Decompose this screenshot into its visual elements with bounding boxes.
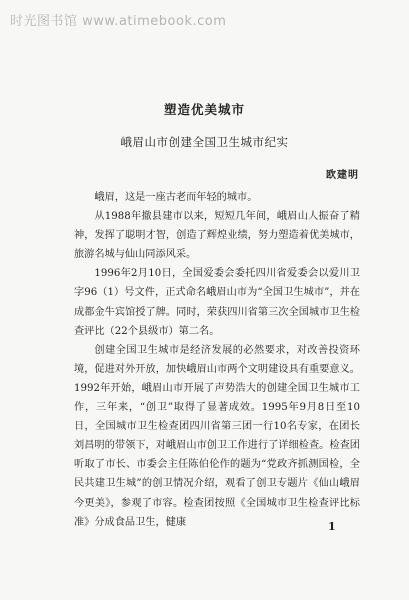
article-body (74, 188, 360, 532)
paragraph: 1996年2月10日，全国爱委会委托四川省爱委会以爱川卫字96（1）号文件，正式命名峨眉山市为“全国卫生城市”，并在成都金牛宾馆授了牌。同时，荣获四川省第三次全国城市卫生检查评比（22个县级市）第二名。 (74, 268, 360, 337)
watermark-text: 时光图书馆 www.atimebook.com (10, 14, 227, 29)
paragraph: 峨眉，这是一座古老而年轻的城市。 (94, 192, 258, 203)
author-name: 欧建明 (326, 170, 359, 181)
article-subtitle: 峨眉山市创建全国卫生城市纪实 (120, 135, 289, 149)
paragraph: 创建全国卫生城市是经济发展的必然要求，对改善投资环境，促进对外开放，加快峨眉山市两个文明建设具有重要意义。1992年开始，峨眉山市开展了声势浩大的创建全国卫生城市工作，三年来，“创卫”取得了显著成效。1995年9月8日至10日，全国城市卫生检查团四川省第三团一行10名专家，在团长刘昌明的带领下，对峨眉山市创卫工作进行了详细检查。检查团听取了市长、市委会主任陈伯伦作的题为“党政齐抓测国检，全民共建卫生城”的创卫情况介绍，观看了创卫专题片《仙山峨眉今更美》，参观了市容。检查团按照《全国城市卫生检查评比标准》分成食品卫生，健康 (74, 344, 360, 528)
paragraph: 从1988年撤县建市以来，短短几年间，峨眉山人振奋了精神，发挥了聪明才智，创造了辉煌业绩，努力塑造着优美城市，旅游名城与仙山同添风采。 (74, 211, 360, 261)
article-title: 塑造优美城市 (163, 102, 245, 117)
page-number: 1 (328, 520, 336, 533)
